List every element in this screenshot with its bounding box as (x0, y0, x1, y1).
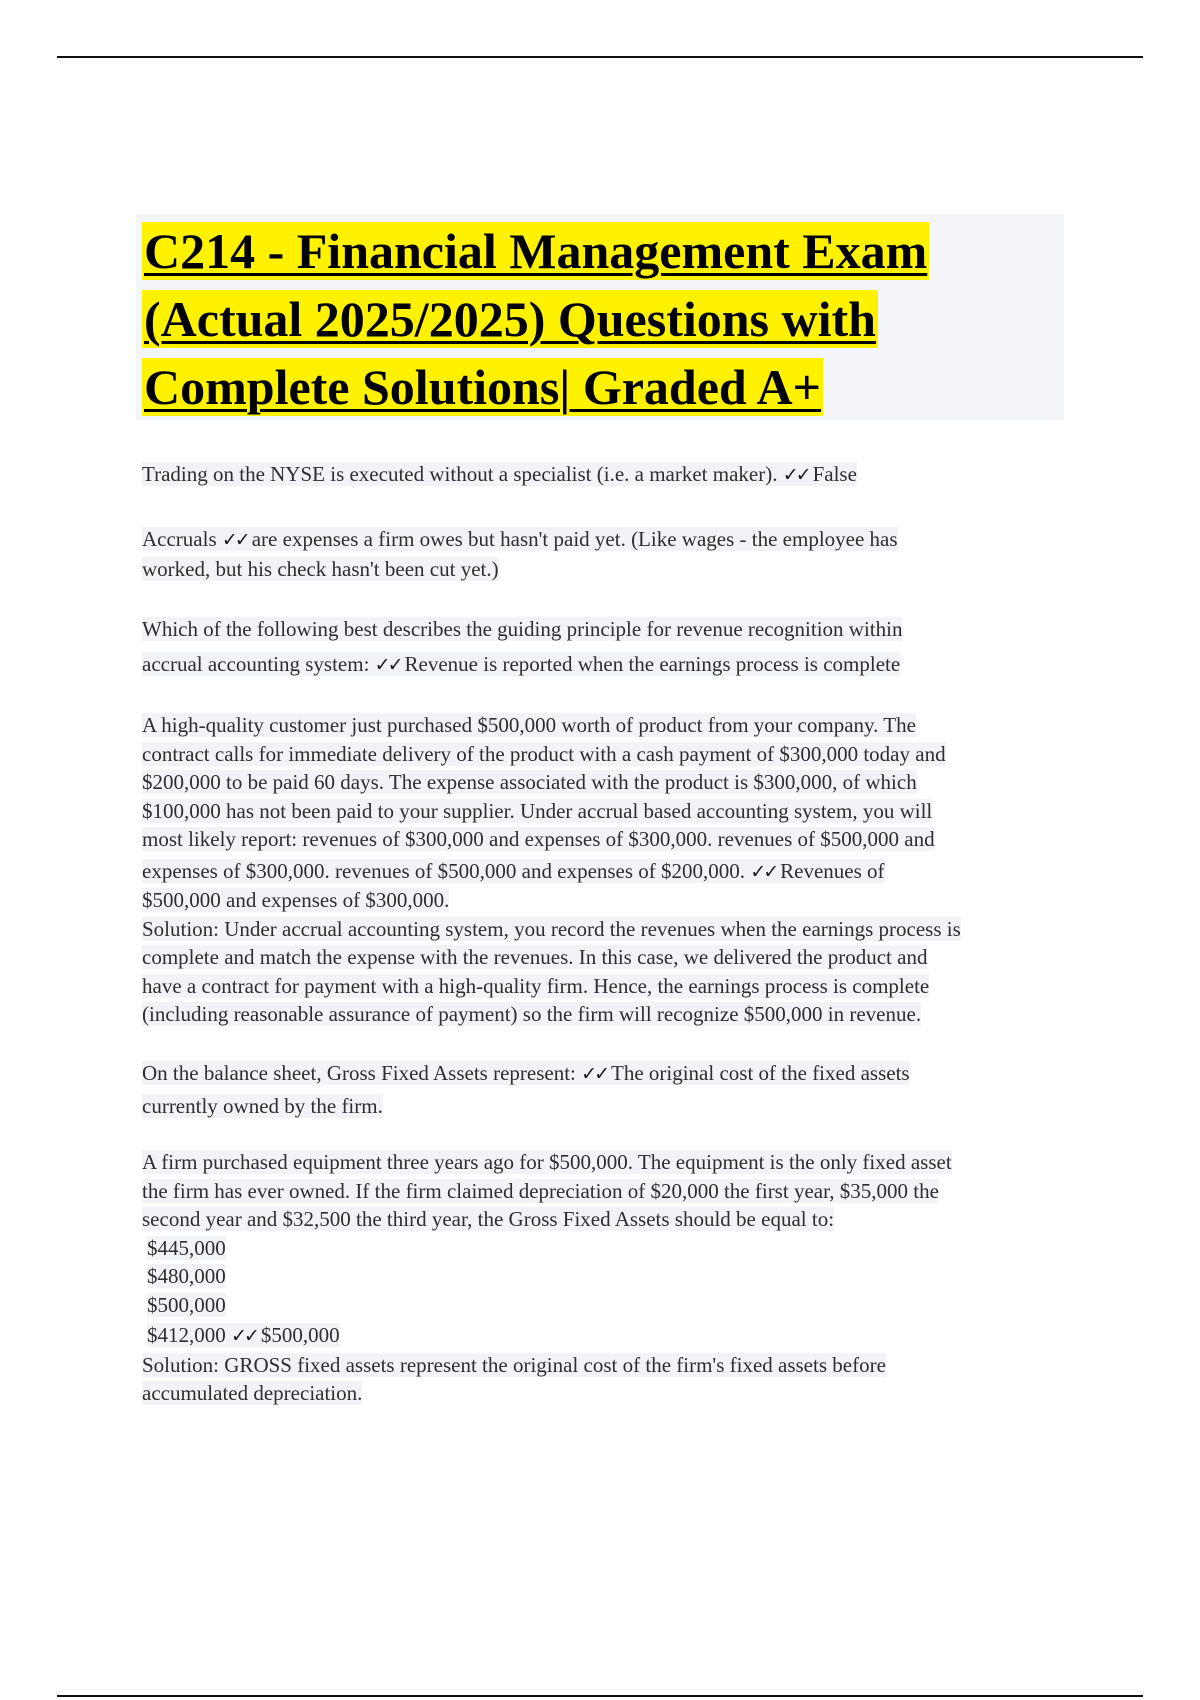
solution-text-line-4: (including reasonable assurance of payment) so the firm will recognize $500,000 in revenue. (142, 1002, 922, 1026)
answer-text-start: The original cost of the fixed assets (611, 1061, 910, 1085)
solution-text-line-3: have a contract for payment with a high-quality firm. Hence, the earnings process is complete (142, 973, 930, 998)
qa-item-accruals (142, 525, 1062, 583)
answer-text-end: currently owned by the firm. (142, 1093, 383, 1118)
double-check-icon: ✓✓ (374, 653, 401, 676)
option-4: $412,000 (147, 1323, 226, 1347)
answer-text-line-1: are expenses a firm owes but hasn't paid yet. (Like wages - the employee has (251, 527, 898, 551)
qa-item-accrual-revenue (142, 711, 1062, 1029)
question-text-line-2: contract calls for immediate delivery of the product with a cash payment of $300,000 today and (142, 741, 946, 766)
answer-text: $500,000 (260, 1323, 340, 1347)
answer-text: Revenue is reported when the earnings process is complete (404, 651, 901, 676)
answer-text: False (812, 462, 857, 486)
solution-text-line-2: complete and match the expense with the revenues. In this case, we delivered the product and (142, 945, 928, 969)
solution-text-line-2: accumulated depreciation. (142, 1381, 363, 1405)
question-text-line-3: second year and $32,500 the third year, the Gross Fixed Assets should be equal to: (142, 1207, 835, 1231)
question-text-line-1: Which of the following best describes the guiding principle for revenue recognition within (142, 617, 903, 641)
question-text: On the balance sheet, Gross Fixed Assets represent: (142, 1061, 576, 1085)
question-text: Trading on the NYSE is executed without a specialist (i.e. a market maker). (142, 462, 778, 486)
double-check-icon: ✓✓ (581, 1063, 607, 1085)
option-3: $500,000 (147, 1292, 226, 1317)
option-1: $445,000 (147, 1235, 226, 1260)
question-text-line-2: accrual accounting system: (142, 651, 370, 676)
question-text-line-4: $100,000 has not been paid to your supplier. Under accrual based accounting system, you will (142, 798, 933, 823)
question-text-line-1: A high-quality customer just purchased $500,000 worth of product from your company. The (142, 713, 916, 737)
document-title-line-1: C214 - Financial Management Exam (144, 223, 928, 279)
answer-text-end: $500,000 and expenses of $300,000. (142, 888, 450, 912)
question-text-line-3: $200,000 to be paid 60 days. The expense associated with the product is $300,000, of which (142, 770, 917, 794)
solution-text-line-1: Solution: GROSS fixed assets represent the original cost of the firm's fixed assets before (142, 1352, 886, 1377)
document-title-line-3: Complete Solutions| Graded A+ (144, 359, 822, 415)
solution-text-line-1: Solution: Under accrual accounting system, you record the revenues when the earnings process is (142, 916, 961, 941)
bottom-rule (57, 1695, 1143, 1697)
qa-item-revenue-recognition (142, 615, 1062, 679)
double-check-icon: ✓✓ (221, 529, 248, 551)
qa-item-equipment-depreciation (142, 1148, 1062, 1408)
document-title-line-2: (Actual 2025/2025) Questions with (144, 291, 876, 347)
double-check-icon: ✓✓ (782, 464, 809, 486)
qa-item-nyse (142, 460, 1062, 490)
question-text-line-6: expenses of $300,000. revenues of $500,000 and expenses of $200,000. (142, 858, 746, 883)
answer-text-start: Revenues of (780, 858, 885, 883)
top-rule (57, 56, 1143, 58)
double-check-icon: ✓✓ (231, 1325, 257, 1347)
question-text-line-1: A firm purchased equipment three years ago for $500,000. The equipment is the only fixed asset (142, 1150, 952, 1174)
option-2: $480,000 (147, 1264, 226, 1288)
question-text-line-2: the firm has ever owned. If the firm claimed depreciation of $20,000 the first year, $35,000 the (142, 1178, 939, 1203)
double-check-icon: ✓✓ (750, 860, 777, 883)
answer-text-line-2: worked, but his check hasn't been cut yet.) (142, 556, 499, 581)
qa-item-gross-fixed-assets (142, 1059, 1062, 1120)
question-text: Accruals (142, 527, 217, 551)
question-text-line-5: most likely report: revenues of $300,000 and expenses of $300,000. revenues of $500,000 and (142, 827, 935, 851)
